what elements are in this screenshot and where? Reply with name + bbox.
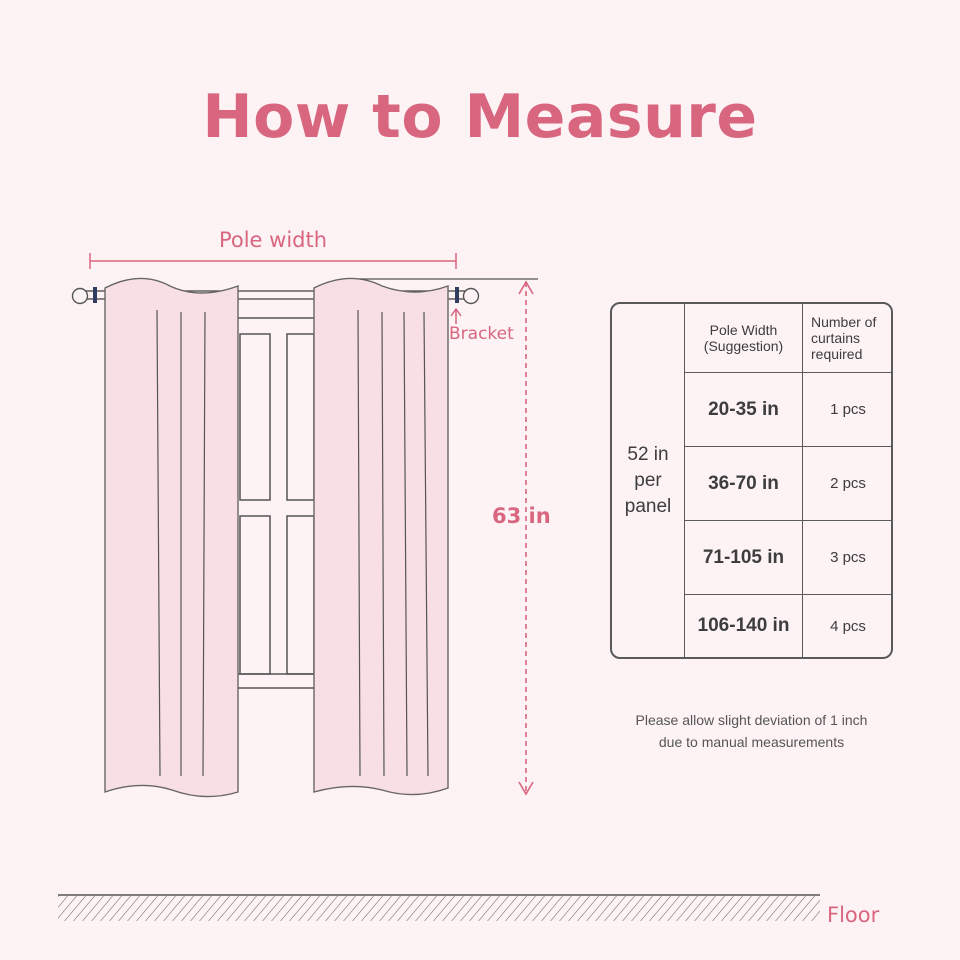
bracket-left [93,287,97,303]
bracket-label: Bracket [449,324,514,344]
note-line: Please allow slight deviation of 1 inch [635,712,868,728]
header-text-line: required [811,346,863,362]
height-label: 63 in [492,504,551,528]
bracket-right [455,287,459,303]
curtain-panel-left [105,278,238,796]
rod-finial-right [464,289,479,304]
panel-text-line: per [634,469,662,491]
header-pole-width [685,304,802,372]
panel-text-line: panel [624,495,672,517]
table-row-pcs: 2 pcs [830,475,866,492]
curtain-panel-right [314,278,448,794]
bracket-arrow [451,309,461,324]
panel-text-line: 52 in [627,443,669,465]
size-table [610,302,893,659]
header-text-line: Pole Width [709,322,778,338]
table-row-width: 106-140 in [697,615,790,636]
header-curtains-required [803,304,893,372]
table-row-width: 36-70 in [708,472,779,494]
table-row-pcs: 3 pcs [830,549,866,566]
table-row-width: 71-105 in [702,546,785,568]
header-text-line: curtains [811,330,861,346]
table-row-width: 20-35 in [708,398,779,420]
pole-width-dimension [90,253,456,269]
table-row-pcs: 4 pcs [830,617,866,635]
header-text-line: Number of [811,314,877,330]
floor-hatching [58,895,820,921]
header-text-line: (Suggestion) [703,338,784,354]
table-row-pcs: 1 pcs [830,401,866,418]
panel-width-cell [612,304,684,657]
page-title: How to Measure [202,82,758,152]
rod-finial-left [73,289,88,304]
measurement-note [610,709,893,753]
window-frame [236,318,318,688]
pole-width-label: Pole width [218,228,328,252]
floor-label: Floor [827,903,880,927]
note-line: due to manual measurements [658,734,845,750]
